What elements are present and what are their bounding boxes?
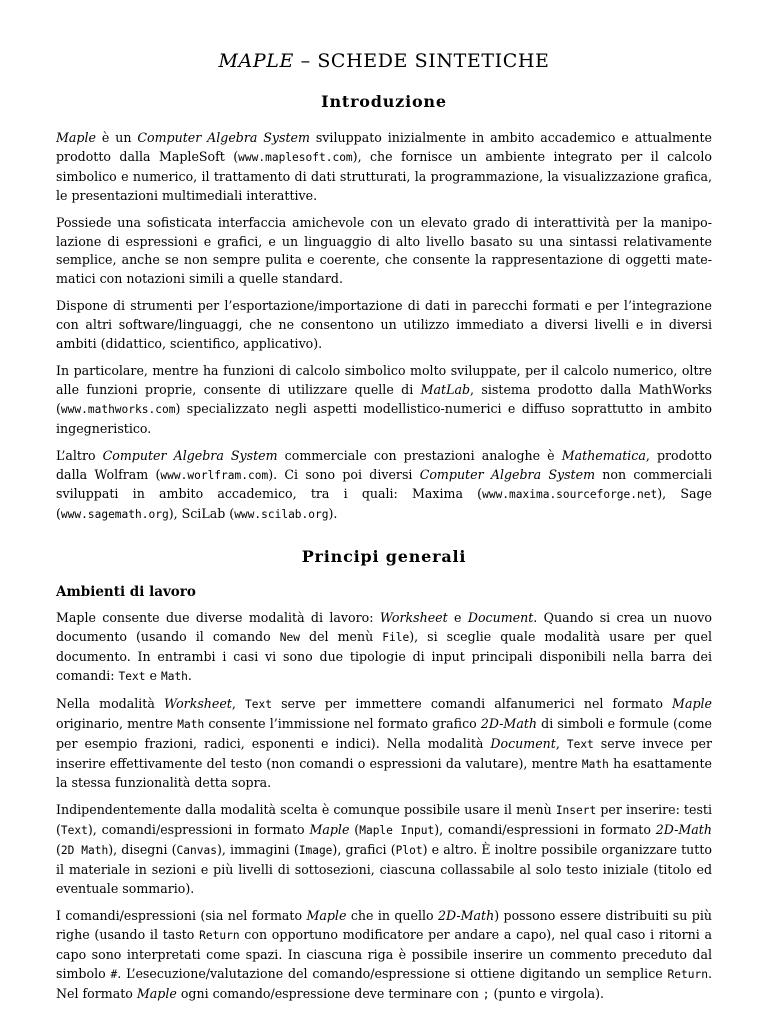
text-run: che in quello — [346, 907, 439, 923]
italic-term: Computer Algebra System — [137, 130, 310, 145]
text-run: serve per immettere comandi alfanumerici nel formato — [271, 695, 673, 711]
italic-term: 2D-Math — [438, 907, 495, 923]
section-heading-introduzione: Introduzione — [321, 92, 447, 111]
monospace-term: Text — [245, 697, 272, 711]
text-run: ), disegni ( — [108, 842, 177, 858]
text-run: , — [231, 695, 245, 711]
text-run: (punto e virgola). — [489, 985, 605, 1001]
monospace-term: Image — [298, 844, 333, 858]
monospace-term: Text — [60, 824, 88, 838]
text-run: ). — [328, 506, 338, 522]
intro-paragraph-5 — [56, 447, 712, 526]
text-run: ( — [56, 842, 61, 858]
text-run: I comandi/espressioni (sia nel formato — [56, 907, 307, 923]
monospace-term: www.maplesoft.com — [238, 150, 353, 164]
italic-term: Maple — [56, 130, 96, 145]
text-run: ) specializzato negli aspetti modellistico-numerici e diffuso soprattutto in ambito ingegneristico. — [56, 400, 712, 436]
document-title — [56, 50, 712, 72]
monospace-term: Return — [667, 967, 708, 981]
italic-term: Worksheet — [379, 610, 448, 626]
monospace-term: Canvas — [176, 844, 217, 858]
text-run: . Nel formato — [56, 965, 712, 1001]
monospace-term: www.maxima.sourceforge.net — [482, 488, 658, 502]
monospace-term: ; — [482, 987, 490, 1001]
text-run: Maple consente due diverse modalità di lavoro: — [56, 610, 380, 626]
section-heading-principi-generali: Principi generali — [301, 547, 467, 567]
text-run: Dispone di strumenti per l’esportazione/importazione di dati in parecchi formati e per l’integrazione con altri software/linguaggi, che ne consentono un utilizzo immediato a diversi livelli e in diversi ambiti (didattico, scientifico, applicativo). — [56, 298, 712, 352]
monospace-term: New — [279, 631, 300, 645]
text-run: sviluppato inizialmente in ambito accademico e attualmente prodotto dalla MapleSoft ( — [56, 130, 713, 164]
intro-paragraph-2 — [56, 214, 712, 290]
text-run: ), che fornisce un ambiente integrato per il calcolo simbolico e numerico, il trattamento di dati strutturati, la programmazione, la visualizzazione grafica, le presentazioni multimediali interattive. — [56, 148, 712, 203]
text-run: ogni comando/espressione deve terminare con — [176, 985, 483, 1001]
text-run: e — [447, 610, 468, 626]
monospace-term: 2D Math — [60, 844, 109, 858]
text-run: non commerciali sviluppati in ambito accademico, tra i quali: Maxima ( — [56, 466, 712, 502]
text-run: ha esattamente la stessa funzionalità detta sopra. — [56, 755, 713, 791]
text-run: con opportuno modificatore per andare a capo), nel qual caso i ritorni a capo sono interpretati come spazi. In ciascuna riga è possibile inserire un commento preceduto dal simbolo — [56, 926, 712, 981]
text-run: , prodotto dalla Wolfram ( — [56, 447, 712, 482]
text-run: Indipendentemente dalla modalità scelta è comunque possibile usare il menù — [56, 802, 556, 818]
text-run: originario, mentre — [56, 715, 178, 731]
intro-paragraph-1 — [56, 129, 712, 206]
text-run: ), Sage ( — [56, 486, 712, 522]
text-run: ) e altro. È inoltre possibile organizzare tutto il materiale in sezioni e più livelli di sottosezioni, ciascuna collassabile al solo testo iniziale (titolo ed eventuale sommario). — [56, 842, 712, 896]
italic-term: Maple — [672, 695, 712, 711]
text-run: . Quando si crea un nuovo documento (usando il comando — [56, 610, 712, 645]
monospace-term: www.mathworks.com — [60, 402, 176, 416]
text-run: è un — [95, 130, 138, 145]
italic-term: Computer Algebra System — [419, 466, 596, 482]
principles-paragraph-1 — [56, 609, 712, 687]
text-run: L’altro — [56, 447, 103, 463]
text-run: In particolare, mentre ha funzioni di calcolo simbolico molto sviluppate, per il calcolo numerico, oltre alle funzioni proprie, consente di utilizzare quelle di — [56, 362, 712, 397]
italic-term: Maple — [306, 907, 347, 923]
principles-paragraph-3 — [56, 801, 712, 899]
principles-paragraph-2 — [56, 695, 712, 794]
text-run: ), grafici ( — [332, 842, 396, 858]
monospace-term: Math — [581, 757, 609, 771]
text-run: per inserire: testi ( — [56, 802, 712, 838]
monospace-term: Maple Input — [359, 824, 435, 838]
text-run: . L’esecuzione/valutazione del comando/espressione si ottiene digitando un semplice — [117, 965, 668, 981]
subsection-heading-ambienti-di-lavoro: Ambienti di lavoro — [56, 584, 196, 601]
monospace-term: # — [110, 967, 118, 981]
text-run: ( — [349, 822, 360, 838]
monospace-term: Plot — [395, 844, 423, 858]
italic-term: Document — [467, 610, 534, 626]
monospace-term: Math — [160, 669, 188, 683]
text-run: Nella modalità — [56, 695, 164, 711]
italic-term: Maple — [309, 822, 350, 838]
intro-paragraph-3 — [56, 297, 712, 354]
monospace-term: Insert — [555, 804, 597, 818]
monospace-term: www.sagemath.org — [60, 508, 169, 522]
text-run: ) possono essere distribuiti su più righe (usando il tasto — [56, 907, 712, 942]
section-spacer — [56, 533, 712, 547]
italic-term: Maple — [136, 985, 177, 1001]
text-run: ), SciLab ( — [168, 506, 235, 522]
text-run: e — [145, 667, 161, 683]
text-run: ). Ci sono poi diversi — [268, 466, 420, 482]
text-run: commerciale con prestazioni analoghe è — [277, 447, 562, 463]
monospace-term: Return — [199, 928, 240, 942]
intro-paragraph-4 — [56, 362, 712, 439]
italic-term: Document — [490, 735, 556, 751]
document-title-italic: MAPLE — [218, 50, 294, 72]
italic-term: MatLab — [420, 381, 471, 397]
text-run: ), comandi/espressioni in formato — [87, 822, 310, 838]
principles-paragraph-4 — [56, 907, 712, 1005]
text-run: consente l’immissione nel formato grafico — [204, 715, 481, 731]
monospace-term: www.scilab.org — [234, 508, 329, 522]
text-run: ), comandi/espressioni in formato — [434, 822, 656, 838]
monospace-term: Math — [177, 717, 205, 731]
document-title-rest: – SCHEDE SINTETICHE — [293, 50, 550, 72]
italic-term: Mathematica — [561, 447, 646, 463]
monospace-term: www.worlfram.com — [160, 468, 269, 482]
text-run: ), si sceglie quale modalità usare per quel documento. In entrambi i casi vi sono due tipologie di input principali disponibili nella barra dei comandi: — [56, 629, 712, 683]
text-run: ), immagini ( — [216, 842, 299, 858]
text-run: serve invece per inserire effettivamente del testo (non comandi o espressioni da valutare), mentre — [56, 735, 712, 771]
text-run: , — [555, 735, 567, 751]
italic-term: 2D-Math — [480, 715, 538, 731]
monospace-term: Text — [566, 737, 594, 751]
text-run: , sistema prodotto dalla MathWorks ( — [56, 381, 712, 416]
monospace-term: File — [382, 631, 410, 645]
italic-term: 2D-Math — [655, 822, 712, 838]
italic-term: Computer Algebra System — [102, 447, 278, 463]
text-run: del menù — [299, 629, 383, 645]
italic-term: Worksheet — [164, 695, 232, 711]
text-run: Possiede una sofisticata interfaccia amichevole con un elevato grado di interattività per la manipolazione di espressioni e grafici, e un linguaggio di alto livello basato su una sintassi relativamente semplice, anche se non sempre pulita e coerente, che consente la rappresentazione di oggetti matematici con notazioni simili a quelle standard. — [56, 214, 712, 287]
monospace-term: Text — [118, 669, 146, 683]
text-run: di simboli e formule (come per esempio frazioni, radici, esponenti e indici). Nella modalità — [56, 715, 712, 751]
text-run: . — [187, 667, 192, 683]
